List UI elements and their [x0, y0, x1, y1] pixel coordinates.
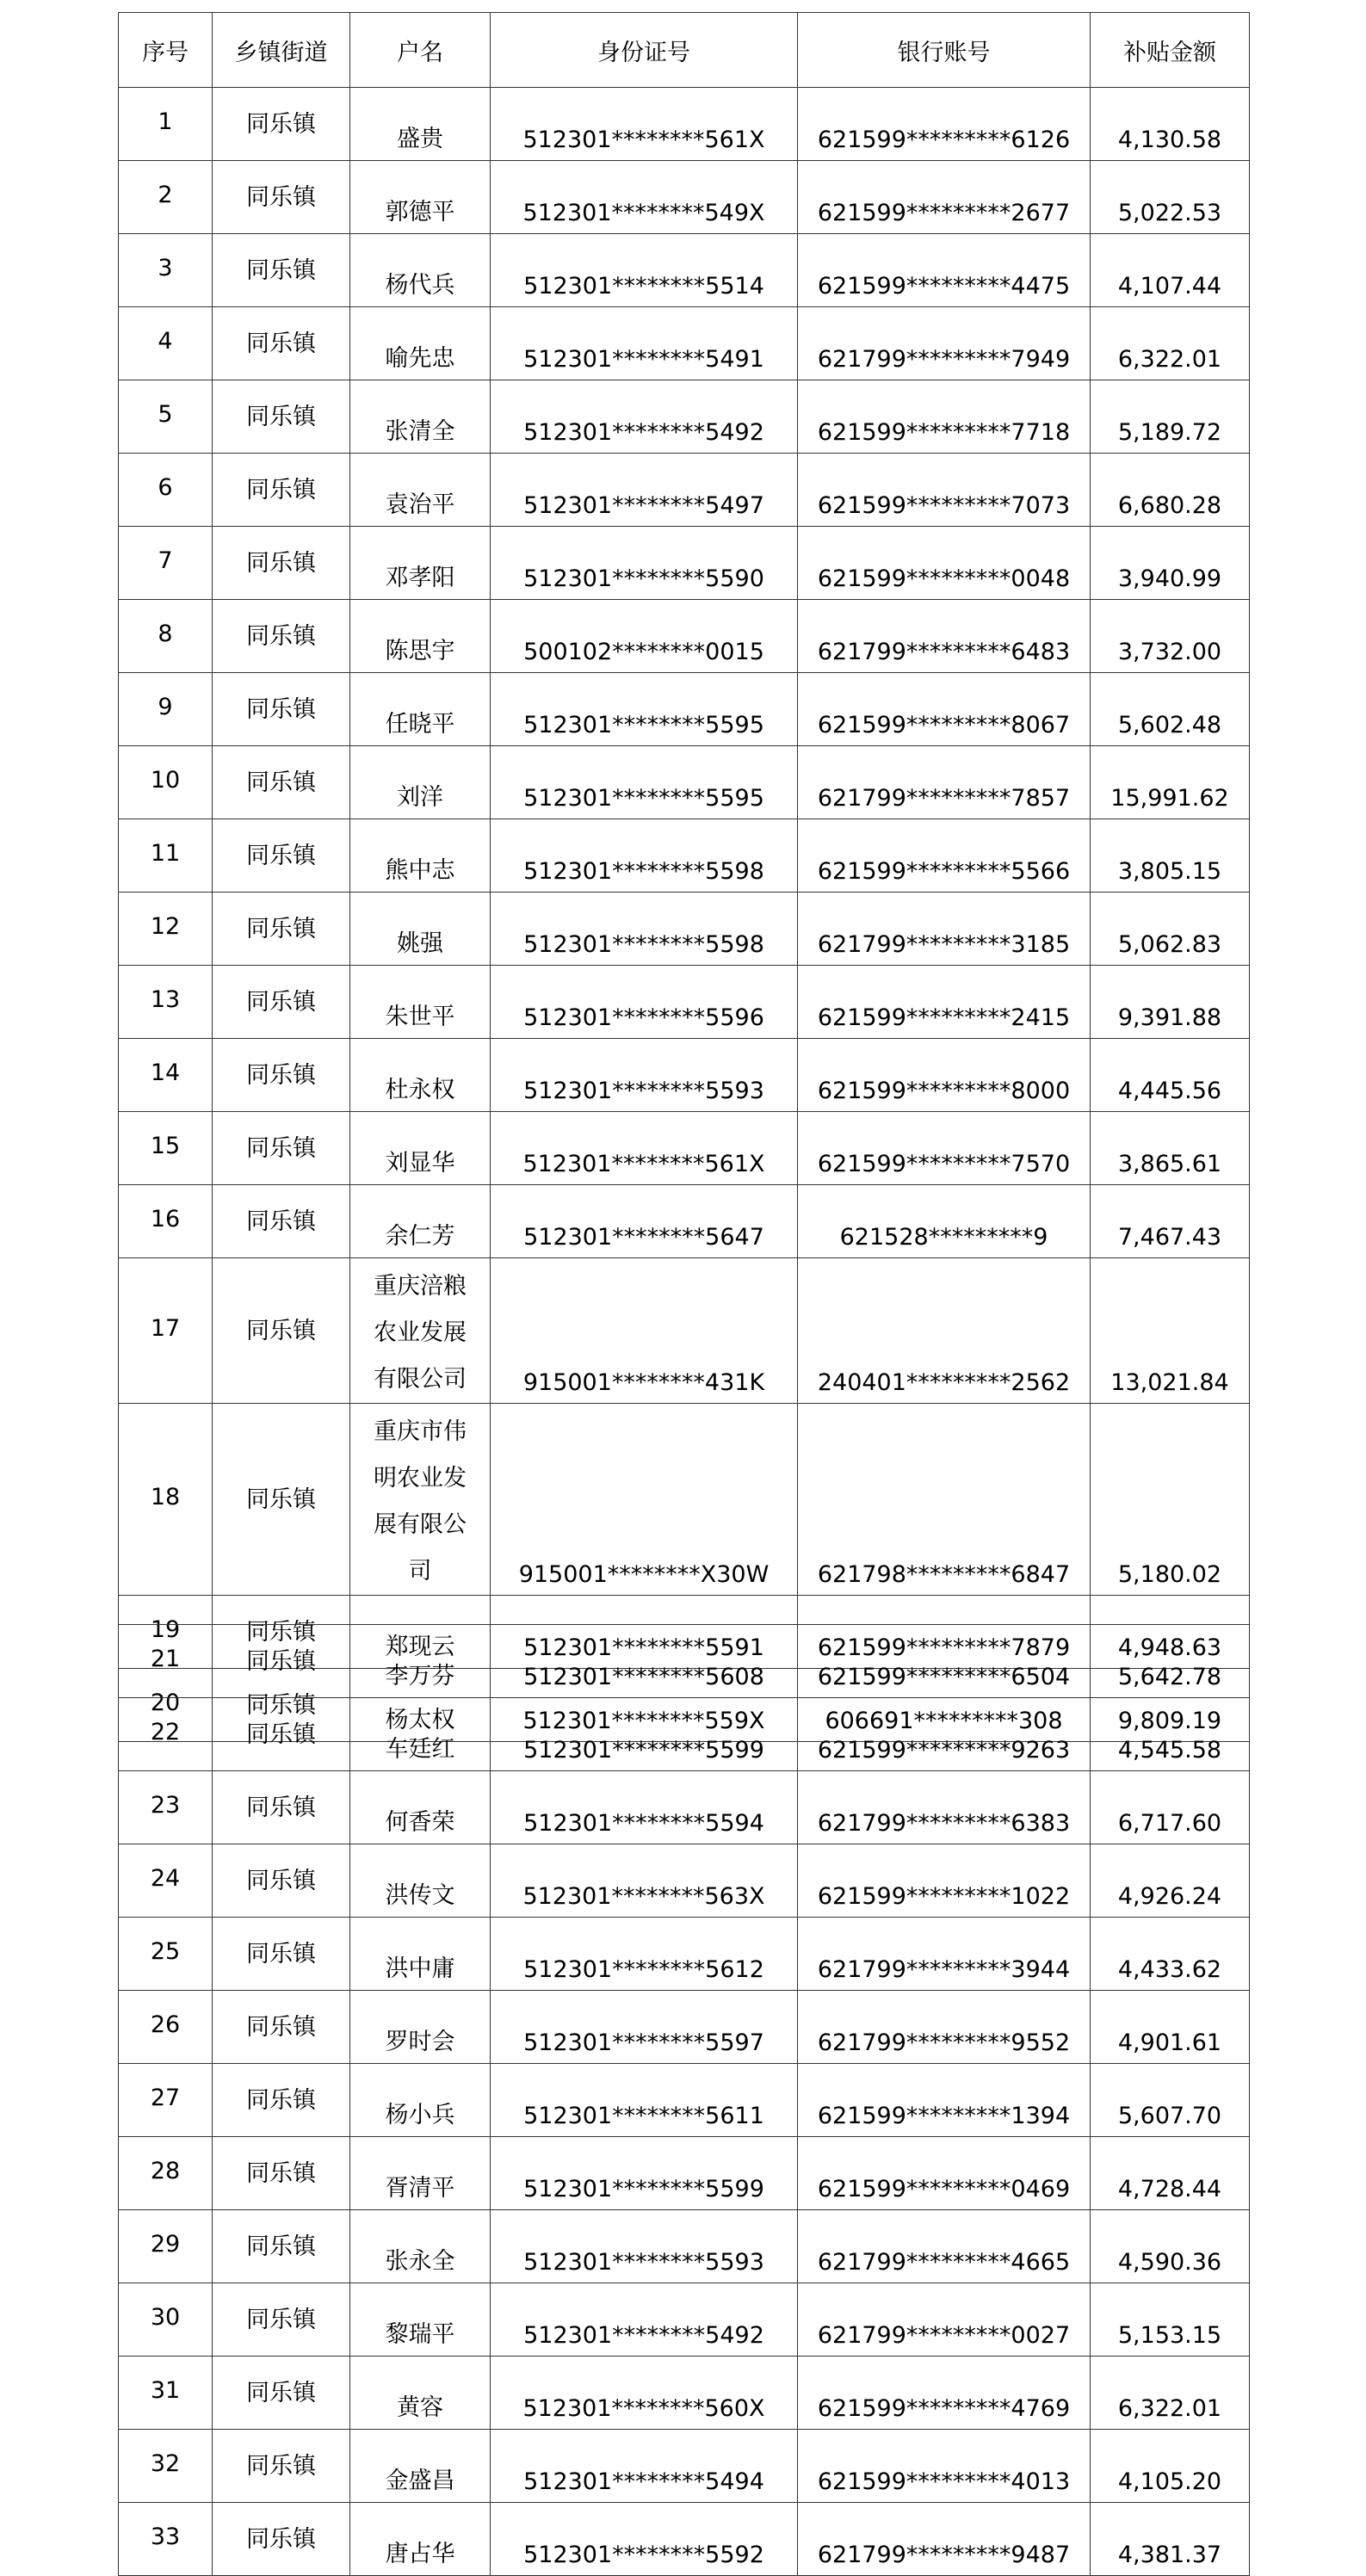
row-index: 16 [119, 1185, 213, 1258]
row-id-number: 512301********5494 [491, 2430, 798, 2503]
row-town: 同乐镇 [213, 88, 350, 161]
row-name: 洪传文 [350, 1844, 491, 1918]
row-index: 23 [119, 1771, 213, 1844]
row-id-number: 512301********561X [491, 88, 798, 161]
row-town: 同乐镇 [213, 1771, 350, 1844]
table-row [119, 1258, 1250, 1404]
row-bank-account: 621599*********7718 [798, 380, 1091, 454]
row-subsidy-amount: 4,107.44 [1091, 234, 1250, 307]
row-town: 同乐镇 [213, 2503, 350, 2576]
header-subsidy-amount: 补贴金额 [1091, 13, 1250, 88]
table-row [119, 600, 1250, 673]
row-id-number: 512301********5491 [491, 307, 798, 380]
table-row [119, 1844, 1250, 1918]
row-name: 郭德平 [350, 161, 491, 234]
table-row [119, 2430, 1250, 2503]
row-bank-account: 621599*********7879 [798, 1596, 1091, 1669]
row-id-number: 512301********5647 [491, 1185, 798, 1258]
row-id-number: 512301********5595 [491, 673, 798, 746]
row-name-line: 展有限公 [374, 1511, 467, 1538]
row-subsidy-amount: 6,717.60 [1091, 1771, 1250, 1844]
row-bank-account: 621799*********0027 [798, 2283, 1091, 2357]
row-index: 24 [119, 1844, 213, 1918]
row-bank-account: 621599*********6504 [798, 1625, 1091, 1698]
row-id-number: 500102********0015 [491, 600, 798, 673]
row-town: 同乐镇 [213, 1991, 350, 2064]
table-row [119, 673, 1250, 746]
header-id-number: 身份证号 [491, 13, 798, 88]
row-town: 同乐镇 [213, 1918, 350, 1991]
row-id-number: 512301********5595 [491, 746, 798, 819]
row-id-number: 512301********5593 [491, 1039, 798, 1112]
row-index: 32 [119, 2430, 213, 2503]
row-subsidy-amount: 4,901.61 [1091, 1991, 1250, 2064]
table-row [119, 819, 1250, 893]
subsidy-table-part-2 [118, 1624, 1250, 2576]
row-town: 同乐镇 [213, 2283, 350, 2357]
row-name: 张永全 [350, 2210, 491, 2283]
row-bank-account: 621798*********6847 [798, 1404, 1091, 1596]
row-id-number: 512301********5591 [491, 1596, 798, 1669]
row-subsidy-amount: 5,022.53 [1091, 161, 1250, 234]
row-town: 同乐镇 [213, 527, 350, 600]
row-id-number: 512301********5612 [491, 1918, 798, 1991]
row-town: 同乐镇 [213, 746, 350, 819]
row-name-line: 明农业发 [374, 1465, 467, 1492]
row-id-number: 512301********563X [491, 1844, 798, 1918]
row-index: 8 [119, 600, 213, 673]
row-bank-account: 621599*********1022 [798, 1844, 1091, 1918]
row-bank-account: 621799*********7949 [798, 307, 1091, 380]
row-index: 15 [119, 1112, 213, 1185]
row-name: 盛贵 [350, 88, 491, 161]
row-name-line: 农业发展 [374, 1319, 467, 1346]
row-index: 5 [119, 380, 213, 454]
row-name: 黎瑞平 [350, 2283, 491, 2357]
row-name: 余仁芳 [350, 1185, 491, 1258]
row-town: 同乐镇 [213, 966, 350, 1039]
table-header-row [119, 13, 1250, 88]
row-bank-account: 621599*********0469 [798, 2137, 1091, 2210]
table-row [119, 2503, 1250, 2576]
row-subsidy-amount: 5,062.83 [1091, 893, 1250, 966]
row-id-number: 512301********5590 [491, 527, 798, 600]
row-town: 同乐镇 [213, 1258, 350, 1404]
row-bank-account: 621599*********9263 [798, 1698, 1091, 1771]
row-id-number: 512301********5598 [491, 893, 798, 966]
row-id-number: 512301********5514 [491, 234, 798, 307]
row-bank-account: 621599*********4769 [798, 2357, 1091, 2430]
row-index: 26 [119, 1991, 213, 2064]
table-row [119, 893, 1250, 966]
row-index: 11 [119, 819, 213, 893]
row-index: 30 [119, 2283, 213, 2357]
row-town: 同乐镇 [213, 819, 350, 893]
row-subsidy-amount: 7,467.43 [1091, 1185, 1250, 1258]
row-town: 同乐镇 [213, 1844, 350, 1918]
row-id-number: 512301********5596 [491, 966, 798, 1039]
subsidy-table-part-1 [118, 12, 1250, 1742]
row-index: 25 [119, 1918, 213, 1991]
row-subsidy-amount: 3,805.15 [1091, 819, 1250, 893]
row-id-number: 512301********5599 [491, 1698, 798, 1771]
row-name: 杨代兵 [350, 234, 491, 307]
row-bank-account: 621599*********4013 [798, 2430, 1091, 2503]
row-name-line: 重庆涪粮 [374, 1273, 467, 1300]
table-row [119, 454, 1250, 527]
header-bank-account: 银行账号 [798, 13, 1091, 88]
row-subsidy-amount: 6,680.28 [1091, 454, 1250, 527]
row-index: 33 [119, 2503, 213, 2576]
row-subsidy-amount: 9,391.88 [1091, 966, 1250, 1039]
row-town: 同乐镇 [213, 1698, 350, 1771]
row-subsidy-amount: 5,642.78 [1091, 1625, 1250, 1698]
row-index: 2 [119, 161, 213, 234]
row-name: 杨小兵 [350, 2064, 491, 2137]
header-town: 乡镇街道 [213, 13, 350, 88]
row-name-line: 司 [408, 1558, 432, 1585]
row-bank-account: 621799*********9487 [798, 2503, 1091, 2576]
row-id-number: 512301********5592 [491, 2503, 798, 2576]
row-name: 黄容 [350, 2357, 491, 2430]
row-subsidy-amount: 13,021.84 [1091, 1258, 1250, 1404]
row-town: 同乐镇 [213, 1039, 350, 1112]
table-row [119, 2283, 1250, 2357]
row-index: 14 [119, 1039, 213, 1112]
row-id-number: 512301********5608 [491, 1625, 798, 1698]
row-name: 胥清平 [350, 2137, 491, 2210]
table-row [119, 88, 1250, 161]
row-bank-account: 621599*********4475 [798, 234, 1091, 307]
row-bank-account: 621599*********6126 [798, 88, 1091, 161]
row-name: 喻先忠 [350, 307, 491, 380]
row-index: 27 [119, 2064, 213, 2137]
table-row [119, 1698, 1250, 1771]
row-index: 31 [119, 2357, 213, 2430]
row-name: 郑现云 [350, 1596, 491, 1669]
row-subsidy-amount: 4,948.63 [1091, 1596, 1250, 1669]
row-name: 何香荣 [350, 1771, 491, 1844]
row-name: 刘洋 [350, 746, 491, 819]
row-town: 同乐镇 [213, 1185, 350, 1258]
row-id-number: 915001********431K [491, 1258, 798, 1404]
row-index: 29 [119, 2210, 213, 2283]
table-row [119, 1991, 1250, 2064]
row-subsidy-amount: 6,322.01 [1091, 2357, 1250, 2430]
row-subsidy-amount: 4,445.56 [1091, 1039, 1250, 1112]
row-name: 杜永权 [350, 1039, 491, 1112]
row-index: 6 [119, 454, 213, 527]
row-id-number: 512301********560X [491, 2357, 798, 2430]
row-name: 任晓平 [350, 673, 491, 746]
row-index: 21 [119, 1625, 213, 1698]
row-index: 4 [119, 307, 213, 380]
row-town: 同乐镇 [213, 2137, 350, 2210]
row-name-line: 重庆市伟 [374, 1418, 467, 1445]
row-id-number: 512301********5597 [491, 1991, 798, 2064]
row-name: 邓孝阳 [350, 527, 491, 600]
table-row [119, 161, 1250, 234]
row-subsidy-amount: 5,153.15 [1091, 2283, 1250, 2357]
row-name: 张清全 [350, 380, 491, 454]
row-subsidy-amount: 4,545.58 [1091, 1698, 1250, 1771]
table-row [119, 527, 1250, 600]
row-index: 22 [119, 1698, 213, 1771]
header-index: 序号 [119, 13, 213, 88]
row-name: 洪中庸 [350, 1918, 491, 1991]
table-row [119, 1112, 1250, 1185]
row-subsidy-amount: 4,728.44 [1091, 2137, 1250, 2210]
row-subsidy-amount: 3,940.99 [1091, 527, 1250, 600]
table-row [119, 2064, 1250, 2137]
row-town: 同乐镇 [213, 673, 350, 746]
row-town: 同乐镇 [213, 1404, 350, 1596]
row-name: 杨太权 [350, 1669, 491, 1742]
table-row [119, 1039, 1250, 1112]
row-subsidy-amount: 4,433.62 [1091, 1918, 1250, 1991]
row-bank-account: 621599*********0048 [798, 527, 1091, 600]
row-id-number: 512301********5497 [491, 454, 798, 527]
row-bank-account: 621599*********8067 [798, 673, 1091, 746]
row-bank-account: 621799*********6383 [798, 1771, 1091, 1844]
table-row [119, 966, 1250, 1039]
row-bank-account: 621599*********2677 [798, 161, 1091, 234]
row-bank-account: 621599*********2415 [798, 966, 1091, 1039]
row-name: 陈思宇 [350, 600, 491, 673]
row-index: 7 [119, 527, 213, 600]
row-index: 9 [119, 673, 213, 746]
table-row [119, 1404, 1250, 1596]
row-subsidy-amount: 5,180.02 [1091, 1404, 1250, 1596]
row-index: 17 [119, 1258, 213, 1404]
row-town: 同乐镇 [213, 2064, 350, 2137]
row-id-number: 512301********5594 [491, 1771, 798, 1844]
row-name: 金盛昌 [350, 2430, 491, 2503]
row-town: 同乐镇 [213, 454, 350, 527]
row-id-number: 512301********5598 [491, 819, 798, 893]
row-town: 同乐镇 [213, 307, 350, 380]
row-town: 同乐镇 [213, 1625, 350, 1698]
row-subsidy-amount: 9,809.19 [1091, 1669, 1250, 1742]
row-id-number: 512301********5492 [491, 2283, 798, 2357]
row-town: 同乐镇 [213, 234, 350, 307]
table-row [119, 2210, 1250, 2283]
row-subsidy-amount: 3,732.00 [1091, 600, 1250, 673]
row-name-line: 有限公司 [374, 1366, 467, 1393]
row-name: 姚强 [350, 893, 491, 966]
row-town: 同乐镇 [213, 380, 350, 454]
table-row [119, 307, 1250, 380]
row-name: 李万芬 [350, 1625, 491, 1698]
row-subsidy-amount: 4,590.36 [1091, 2210, 1250, 2283]
row-bank-account: 621528*********9 [798, 1185, 1091, 1258]
row-town: 同乐镇 [213, 1112, 350, 1185]
row-town: 同乐镇 [213, 2430, 350, 2503]
row-town: 同乐镇 [213, 161, 350, 234]
header-name: 户名 [350, 13, 491, 88]
row-subsidy-amount: 6,322.01 [1091, 307, 1250, 380]
row-bank-account: 240401*********2562 [798, 1258, 1091, 1404]
table-row [119, 2137, 1250, 2210]
row-town: 同乐镇 [213, 1596, 350, 1669]
row-subsidy-amount: 4,381.37 [1091, 2503, 1250, 2576]
row-bank-account: 621799*********7857 [798, 746, 1091, 819]
row-bank-account: 621799*********3185 [798, 893, 1091, 966]
row-bank-account: 606691*********308 [798, 1669, 1091, 1742]
row-name: 刘显华 [350, 1112, 491, 1185]
row-name: 罗时会 [350, 1991, 491, 2064]
row-name: 熊中志 [350, 819, 491, 893]
table-row [119, 1625, 1250, 1698]
row-subsidy-amount: 15,991.62 [1091, 746, 1250, 819]
row-name [350, 1404, 491, 1596]
row-subsidy-amount: 4,926.24 [1091, 1844, 1250, 1918]
row-town: 同乐镇 [213, 600, 350, 673]
row-id-number: 512301********559X [491, 1669, 798, 1742]
table-row [119, 1918, 1250, 1991]
row-id-number: 512301********5492 [491, 380, 798, 454]
row-bank-account: 621799*********6483 [798, 600, 1091, 673]
row-bank-account: 621799*********4665 [798, 2210, 1091, 2283]
table-row [119, 234, 1250, 307]
row-id-number: 512301********5593 [491, 2210, 798, 2283]
row-subsidy-amount: 5,189.72 [1091, 380, 1250, 454]
row-town: 同乐镇 [213, 2210, 350, 2283]
table-row [119, 746, 1250, 819]
row-subsidy-amount: 5,607.70 [1091, 2064, 1250, 2137]
row-index: 20 [119, 1669, 213, 1742]
row-id-number: 915001********X30W [491, 1404, 798, 1596]
row-index: 3 [119, 234, 213, 307]
row-bank-account: 621599*********1394 [798, 2064, 1091, 2137]
row-index: 13 [119, 966, 213, 1039]
row-subsidy-amount: 3,865.61 [1091, 1112, 1250, 1185]
table-row [119, 2357, 1250, 2430]
row-town: 同乐镇 [213, 893, 350, 966]
row-subsidy-amount: 5,602.48 [1091, 673, 1250, 746]
row-name: 袁治平 [350, 454, 491, 527]
table-row [119, 1771, 1250, 1844]
row-town: 同乐镇 [213, 1669, 350, 1742]
row-subsidy-amount: 4,130.58 [1091, 88, 1250, 161]
row-bank-account: 621599*********8000 [798, 1039, 1091, 1112]
row-index: 28 [119, 2137, 213, 2210]
row-name [350, 1258, 491, 1404]
row-index: 19 [119, 1596, 213, 1669]
row-subsidy-amount: 4,105.20 [1091, 2430, 1250, 2503]
row-id-number: 512301********5611 [491, 2064, 798, 2137]
row-id-number: 512301********5599 [491, 2137, 798, 2210]
table-row [119, 1185, 1250, 1258]
row-bank-account: 621799*********9552 [798, 1991, 1091, 2064]
row-name: 朱世平 [350, 966, 491, 1039]
row-id-number: 512301********561X [491, 1112, 798, 1185]
row-index: 1 [119, 88, 213, 161]
row-index: 18 [119, 1404, 213, 1596]
row-bank-account: 621599*********7570 [798, 1112, 1091, 1185]
row-town: 同乐镇 [213, 2357, 350, 2430]
row-bank-account: 621599*********7073 [798, 454, 1091, 527]
row-index: 10 [119, 746, 213, 819]
row-bank-account: 621599*********5566 [798, 819, 1091, 893]
row-id-number: 512301********549X [491, 161, 798, 234]
row-name: 车廷红 [350, 1698, 491, 1771]
row-index: 12 [119, 893, 213, 966]
row-name: 唐占华 [350, 2503, 491, 2576]
table-row [119, 380, 1250, 454]
row-bank-account: 621799*********3944 [798, 1918, 1091, 1991]
